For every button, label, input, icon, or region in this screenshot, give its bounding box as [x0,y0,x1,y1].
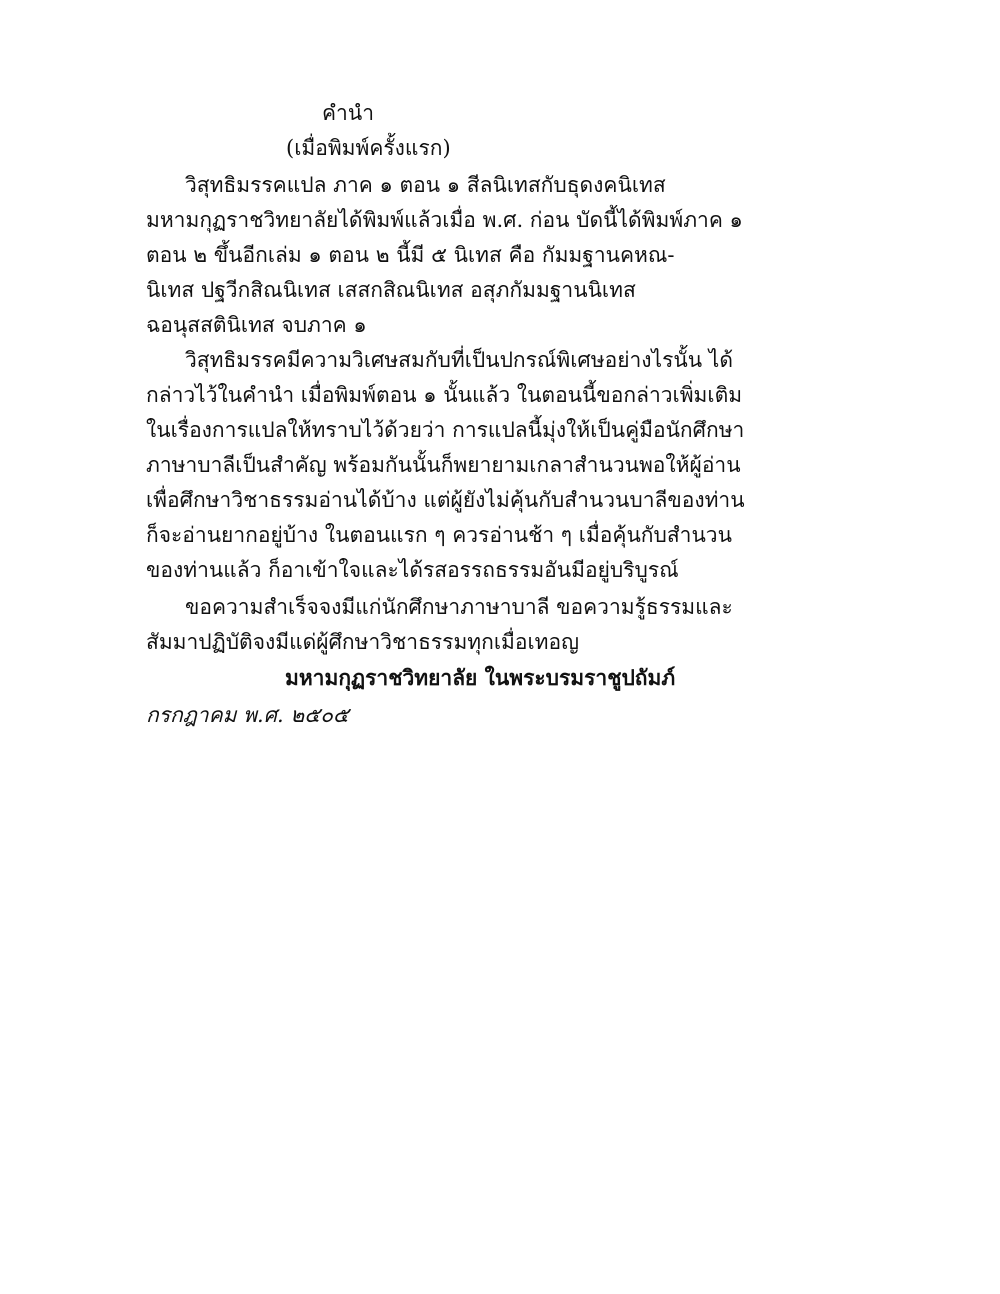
paragraph-1-line-5: ฉอนุสสตินิเทส จบภาค ๑ [146,313,367,337]
paragraph-2-line-2: กล่าวไว้ในคำนำ เมื่อพิมพ์ตอน ๑ นั้นแล้ว ในตอนนี้ขอกล่าวเพิ่มเติม [146,383,743,407]
paragraph-2-line-6: ก็จะอ่านยากอยู่บ้าง ในตอนแรก ๆ ควรอ่านช้า ๆ เมื่อคุ้นกับสำนวน [146,523,732,547]
paragraph-3-line-2: สัมมาปฏิบัติจงมีแด่ผู้ศึกษาวิชาธรรมทุกเมื่อเทอญ [146,630,580,654]
document-date: กรกฎาคม พ.ศ. ๒๕๐๕ [146,703,349,727]
paragraph-2-line-7: ของท่านแล้ว ก็อาเข้าใจและได้รสอรรถธรรมอันมีอยู่บริบูรณ์ [146,558,679,582]
paragraph-2-line-3: ในเรื่องการแปลให้ทราบไว้ด้วยว่า การแปลนี้มุ่งให้เป็นคู่มือนักศึกษา [146,418,745,442]
paragraph-2-line-4: ภาษาบาลีเป็นสำคัญ พร้อมกันนั้นก็พยายามเกลาสำนวนพอให้ผู้อ่าน [146,453,741,477]
paragraph-1-line-3: ตอน ๒ ขึ้นอีกเล่ม ๑ ตอน ๒ นี้มี ๕ นิเทส คือ กัมมฐานคหณ- [146,243,675,267]
paragraph-1-line-2: มหามกุฏราชวิทยาลัยได้พิมพ์แล้วเมื่อ พ.ศ. ก่อน บัดนี้ได้พิมพ์ภาค ๑ [146,208,743,232]
paragraph-2-line-1: วิสุทธิมรรคมีความวิเศษสมกับที่เป็นปกรณ์พิเศษอย่างไรนั้น ได้ [185,348,733,372]
paragraph-2-line-5: เพื่อศึกษาวิชาธรรมอ่านได้บ้าง แต่ผู้ยังไม่คุ้นกับสำนวนบาลีของท่าน [146,488,745,512]
paragraph-1-line-4: นิเทส ปฐวีกสิณนิเทส เสสกสิณนิเทส อสุภกัมมฐานนิเทส [146,278,636,302]
page-subtitle: (เมื่อพิมพ์ครั้งแรก) [286,136,451,160]
page-title: คำนำ [322,101,374,125]
paragraph-1-line-1: วิสุทธิมรรคแปล ภาค ๑ ตอน ๑ สีลนิเทสกับธุดงคนิเทส [185,173,666,197]
signature: มหามกุฏราชวิทยาลัย ในพระบรมราชูปถัมภ์ [285,665,676,690]
paragraph-3-line-1: ขอความสำเร็จจงมีแก่นักศึกษาภาษาบาลี ขอความรู้ธรรมและ [185,595,733,619]
